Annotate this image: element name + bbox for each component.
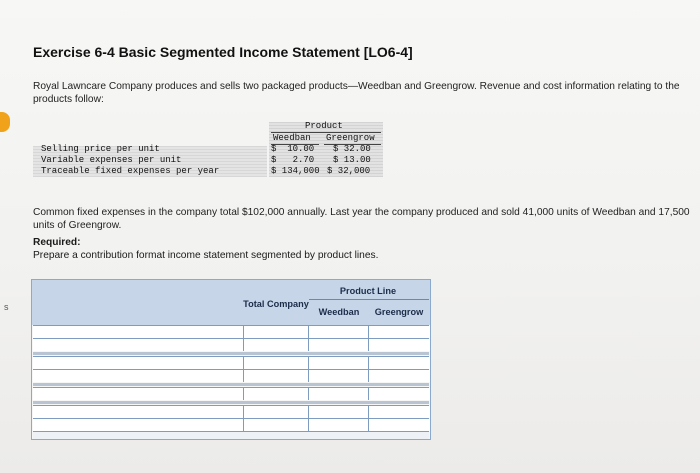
- col-header-weedban: Weedban: [273, 133, 311, 143]
- greengrow-input[interactable]: [368, 406, 430, 418]
- weedban-input[interactable]: [308, 326, 369, 338]
- exercise-title: Exercise 6-4 Basic Segmented Income Statement [LO6-4]: [33, 44, 413, 60]
- row-label-variable-expenses: Variable expenses per unit: [41, 155, 182, 165]
- question-marker: [0, 112, 10, 132]
- weedban-input[interactable]: [308, 370, 369, 382]
- row-label-input[interactable]: [33, 419, 243, 431]
- weedban-input[interactable]: [308, 357, 369, 369]
- weedban-input[interactable]: [308, 406, 369, 418]
- greengrow-input[interactable]: [368, 370, 430, 382]
- segmented-income-statement-table: [31, 279, 431, 440]
- required-heading: Required:: [33, 237, 81, 248]
- weedban-input[interactable]: [308, 388, 369, 400]
- row-label-input[interactable]: [33, 388, 243, 400]
- total-company-input[interactable]: [243, 419, 309, 431]
- total-company-input[interactable]: [243, 357, 309, 369]
- greengrow-input[interactable]: [368, 326, 430, 338]
- greengrow-selling-price: $ 32.00: [333, 144, 371, 154]
- row-label-input[interactable]: [33, 326, 243, 338]
- greengrow-traceable-fixed: $ 32,000: [327, 166, 371, 176]
- table-row: [33, 369, 429, 382]
- weedban-variable-expenses: $ 2.70: [271, 155, 315, 165]
- greengrow-input[interactable]: [368, 357, 430, 369]
- table-row: [33, 387, 429, 400]
- total-company-input[interactable]: [243, 388, 309, 400]
- table-row: [33, 418, 429, 431]
- common-fixed-text: Common fixed expenses in the company total $102,000 annually. Last year the company produced and sold 41,000 units of Weedban and 17,500 units of Greengrow.: [33, 207, 690, 231]
- row-label-input[interactable]: [33, 406, 243, 418]
- edge-mark: s: [4, 302, 9, 312]
- table-row: [33, 325, 429, 338]
- total-company-input[interactable]: [243, 326, 309, 338]
- table-row: [33, 338, 429, 351]
- product-group-header: Product: [305, 121, 343, 131]
- greengrow-input[interactable]: [368, 339, 430, 351]
- total-company-input[interactable]: [243, 339, 309, 351]
- intro-text: Royal Lawncare Company produces and sells two packaged products—Weedban and Greengrow. Revenue and cost information relating to the products follow:: [33, 81, 680, 105]
- greengrow-input[interactable]: [368, 388, 430, 400]
- weedban-traceable-fixed: $ 134,000: [271, 166, 320, 176]
- table-row: [33, 356, 429, 369]
- row-label-traceable-fixed: Traceable fixed expenses per year: [41, 166, 220, 176]
- row-label-input[interactable]: [33, 339, 243, 351]
- total-company-header: Total Company: [243, 299, 309, 309]
- product-info-table: [33, 120, 383, 178]
- weedban-header: Weedban: [318, 307, 360, 317]
- table-row: [33, 405, 429, 418]
- greengrow-variable-expenses: $ 13.00: [333, 155, 371, 165]
- weedban-input[interactable]: [308, 339, 369, 351]
- row-label-input[interactable]: [33, 357, 243, 369]
- greengrow-input[interactable]: [368, 419, 430, 431]
- total-company-input[interactable]: [243, 370, 309, 382]
- weedban-selling-price: $ 10.00: [271, 144, 315, 154]
- required-text: Prepare a contribution format income statement segmented by product lines.: [33, 250, 379, 261]
- weedban-input[interactable]: [308, 419, 369, 431]
- row-label-input[interactable]: [33, 370, 243, 382]
- row-label-selling-price: Selling price per unit: [41, 144, 160, 154]
- product-line-header: Product Line: [339, 286, 397, 296]
- col-header-greengrow: Greengrow: [326, 133, 375, 143]
- greengrow-header: Greengrow: [374, 307, 424, 317]
- total-company-input[interactable]: [243, 406, 309, 418]
